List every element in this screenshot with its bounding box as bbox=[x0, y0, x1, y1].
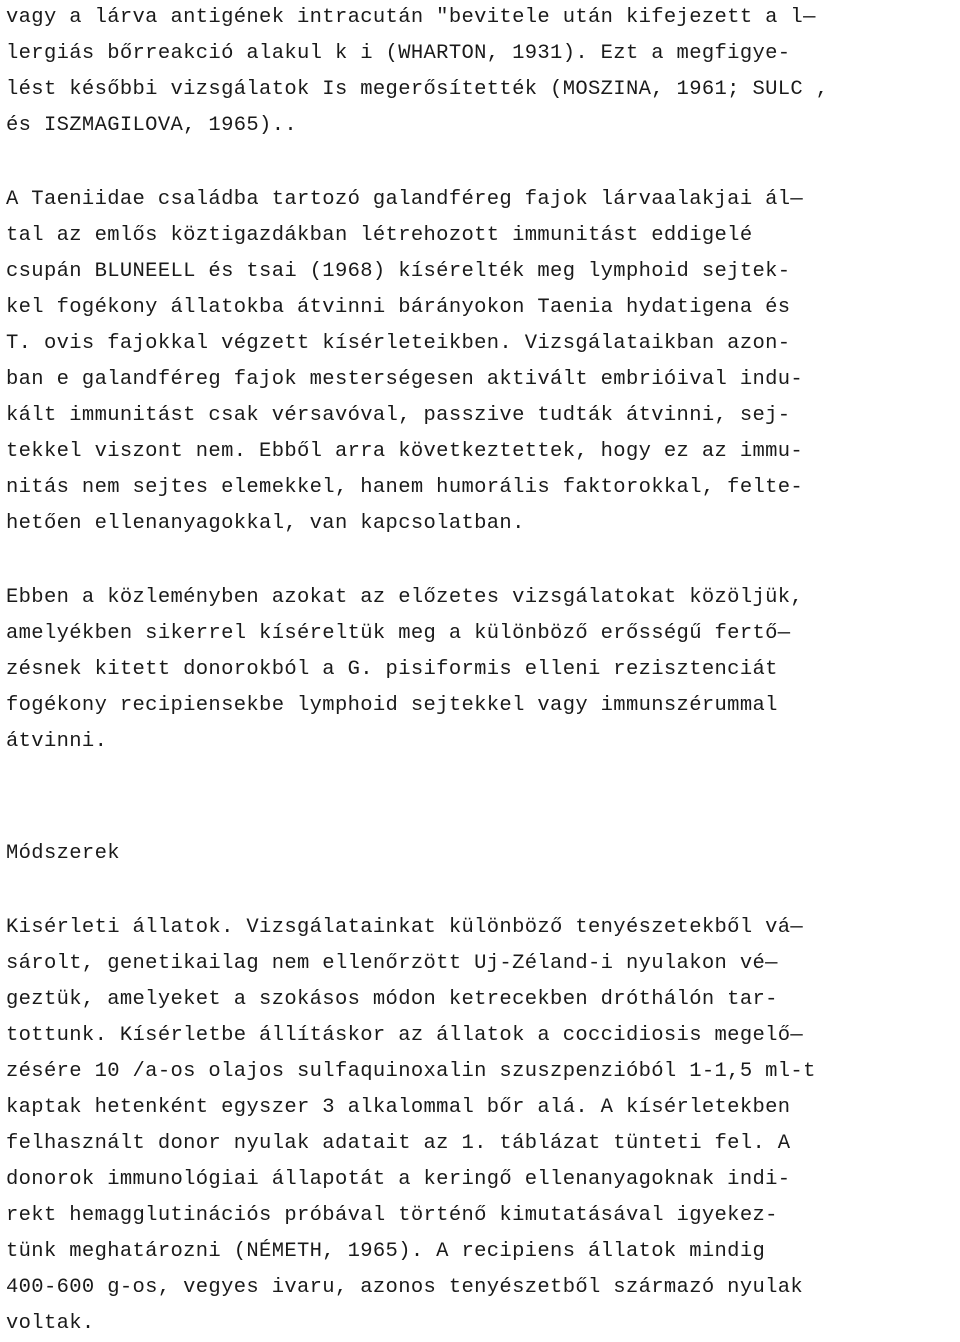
paragraph-spacer bbox=[6, 760, 956, 836]
text-line: A Taeniidae családba tartozó galandféreg fajok lárvaalakjai ál— bbox=[6, 188, 804, 211]
text-line: kel fogékony állatokba átvinni bárányokon Taenia hydatigena és bbox=[6, 296, 791, 319]
text-line: nitás nem sejtes elemekkel, hanem humorális faktorokkal, felte- bbox=[6, 476, 804, 499]
text-line: rekt hemagglutinációs próbával történő kimutatásával igyekez- bbox=[6, 1204, 778, 1227]
text-line: átvinni. bbox=[6, 730, 108, 753]
text-line: kált immunitást csak vérsavóval, passzive tudták átvinni, sej- bbox=[6, 404, 791, 427]
paragraph-kozlemeny bbox=[6, 580, 956, 760]
text-line: Kisérleti állatok. Vizsgálatainkat különböző tenyészetekből vá— bbox=[6, 916, 804, 939]
paragraph-taeniidae bbox=[6, 182, 956, 542]
text-line: donorok immunológiai állapotát a keringő ellenanyagoknak indi- bbox=[6, 1168, 791, 1191]
text-line: Ebben a közleményben azokat az előzetes vizsgálatokat közöljük, bbox=[6, 586, 804, 609]
text-line: fogékony recipiensekbe lymphoid sejtekkel vagy immunszérummal bbox=[6, 694, 778, 717]
text-line: csupán BLUNEELL és tsai (1968) kísérelték meg lymphoid sejtek- bbox=[6, 260, 791, 283]
document-page bbox=[6, 0, 956, 1342]
text-line: 400-600 g-os, vegyes ivaru, azonos tenyészetből származó nyulak bbox=[6, 1276, 804, 1299]
text-line: T. ovis fajokkal végzett kísérleteikben. Vizsgálataikban azon- bbox=[6, 332, 791, 355]
text-line: lést későbbi vizsgálatok Is megerősítették (MOSZINA, 1961; SULC , bbox=[6, 78, 829, 101]
text-line: zésére 10 /a-os olajos sulfaquinoxalin szuszpenzióból 1-1,5 ml-t bbox=[6, 1060, 816, 1083]
text-line: és ISZMAGILOVA, 1965).. bbox=[6, 114, 297, 137]
paragraph-kiserleti-allatok bbox=[6, 910, 956, 1342]
section-heading: Módszerek bbox=[6, 842, 120, 865]
paragraph-spacer bbox=[6, 144, 956, 182]
text-line: tekkel viszont nem. Ebből arra következtettek, hogy ez az immu- bbox=[6, 440, 804, 463]
text-line: voltak. bbox=[6, 1312, 95, 1335]
text-line: tünk meghatározni (NÉMETH, 1965). A recipiens állatok mindig bbox=[6, 1240, 766, 1263]
text-line: ban e galandféreg fajok mesterségesen aktivált embrióival indu- bbox=[6, 368, 804, 391]
text-line: sárolt, genetikailag nem ellenőrzött Uj-Zéland-i nyulakon vé— bbox=[6, 952, 778, 975]
text-line: felhasznált donor nyulak adatait az 1. táblázat tünteti fel. A bbox=[6, 1132, 791, 1155]
text-line: tal az emlős köztigazdákban létrehozott immunitást eddigelé bbox=[6, 224, 753, 247]
text-line: zésnek kitett donorokból a G. pisiformis elleni rezisztenciát bbox=[6, 658, 778, 681]
text-line: geztük, amelyeket a szokásos módon ketrecekben dróthálón tar- bbox=[6, 988, 778, 1011]
paragraph-intro bbox=[6, 0, 956, 144]
text-line: kaptak hetenként egyszer 3 alkalommal bőr alá. A kísérletekben bbox=[6, 1096, 791, 1119]
paragraph-spacer bbox=[6, 872, 956, 910]
text-line: lergiás bőrreakció alakul k i (WHARTON, 1931). Ezt a megfigye- bbox=[6, 42, 791, 65]
text-line: amelyékben sikerrel kíséreltük meg a különböző erősségű fertő— bbox=[6, 622, 791, 645]
paragraph-spacer bbox=[6, 542, 956, 580]
text-line: tottunk. Kísérletbe állításkor az állatok a coccidiosis megelő— bbox=[6, 1024, 804, 1047]
text-line: hetően ellenanyagokkal, van kapcsolatban. bbox=[6, 512, 525, 535]
text-line: vagy a lárva antigének intracután "bevitele után kifejezett a l— bbox=[6, 6, 816, 29]
